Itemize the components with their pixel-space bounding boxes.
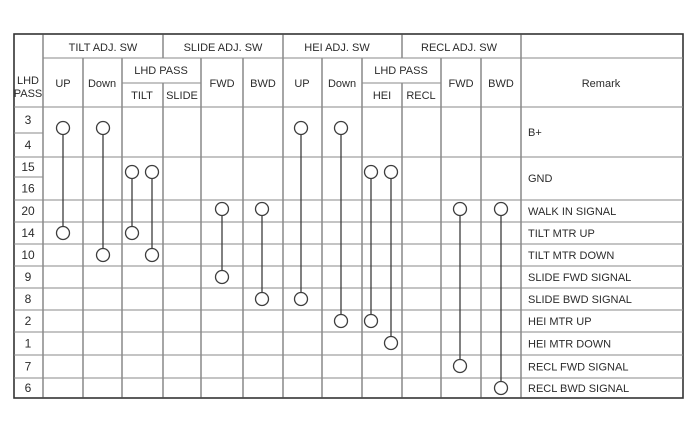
remark-walk-in-signal: WALK IN SIGNAL bbox=[528, 206, 617, 218]
remark-tilt-mtr-down: TILT MTR DOWN bbox=[528, 250, 615, 262]
section-header-slide: SLIDE ADJ. SW bbox=[183, 42, 263, 54]
section-header-hei: HEI ADJ. SW bbox=[304, 42, 370, 54]
remark-hei-mtr-up: HEI MTR UP bbox=[528, 316, 592, 328]
contact-circle-hei_up-pin-3/4 bbox=[295, 122, 308, 135]
contact-circle-recl_fwd-pin-7 bbox=[454, 360, 467, 373]
pin-10: 10 bbox=[21, 248, 35, 262]
subheader-recl-fwd: FWD bbox=[448, 78, 474, 90]
subheader-tilt-down: Down bbox=[87, 78, 117, 90]
pin-2: 2 bbox=[24, 314, 32, 328]
pin-1: 1 bbox=[24, 336, 32, 351]
subheader-slide-fwd: FWD bbox=[209, 78, 235, 90]
subheader-pass-tilt: TILT bbox=[131, 90, 153, 102]
section-header-tilt: TILT ADJ. SW bbox=[68, 42, 138, 54]
pin-4: 4 bbox=[24, 138, 32, 152]
remark-hei-mtr-down: HEI MTR DOWN bbox=[528, 338, 612, 351]
subheader-recl-bwd: BWD bbox=[488, 78, 514, 90]
contact-circle-pass_tilt-pin-14 bbox=[126, 227, 139, 240]
contact-circle-tilt_up-pin-14 bbox=[57, 227, 70, 240]
subheader-pass-slide: SLIDE bbox=[166, 90, 198, 102]
connections-layer bbox=[57, 122, 508, 395]
subheader-tilt-up: UP bbox=[55, 78, 71, 90]
contact-circle-tilt_down-pin-10 bbox=[97, 249, 110, 262]
subheader-remark: Remark bbox=[581, 78, 621, 90]
subheader-pass-hei: HEI bbox=[372, 90, 392, 102]
pin-3: 3 bbox=[24, 113, 32, 127]
contact-circle-recl_fwd-pin-20 bbox=[454, 203, 467, 216]
pin-16: 16 bbox=[21, 181, 35, 196]
remark-recl-bwd-signal: RECL BWD SIGNAL bbox=[528, 383, 630, 395]
pin-6: 6 bbox=[24, 381, 32, 395]
contact-circle-hei_down-pin-2 bbox=[335, 315, 348, 328]
contact-circle-recl_bwd-pin-6 bbox=[495, 382, 508, 395]
contact-circle-slide_fwd-pin-20 bbox=[216, 203, 229, 216]
pin-7: 7 bbox=[24, 359, 32, 374]
pin-column-header-line1: LHD bbox=[16, 75, 40, 87]
pin-8: 8 bbox=[24, 292, 32, 306]
contact-circle-pass_tilt-pin-15/16 bbox=[126, 166, 139, 179]
contact-circle-hei_up-pin-8 bbox=[295, 293, 308, 306]
header-labels bbox=[14, 42, 621, 102]
pin-column-header-line2: PASS bbox=[13, 88, 43, 100]
contact-circle-pass_hei-pin-15/16 bbox=[365, 166, 378, 179]
remark-recl-fwd-signal: RECL FWD SIGNAL bbox=[528, 361, 629, 374]
contact-circle-slide_bwd-pin-8 bbox=[256, 293, 269, 306]
contact-circle-pass_slide-pin-15/16 bbox=[146, 166, 159, 179]
contact-circle-pass_recl-pin-1 bbox=[385, 337, 398, 350]
contact-circle-pass_slide-pin-10 bbox=[146, 249, 159, 262]
pin-20: 20 bbox=[21, 204, 35, 218]
remark-gnd: GND bbox=[528, 173, 553, 185]
subheader-hei-down: Down bbox=[327, 78, 357, 90]
pin-numbers bbox=[21, 113, 35, 395]
contact-circle-tilt_down-pin-3/4 bbox=[97, 122, 110, 135]
remark-slide-fwd-signal: SLIDE FWD SIGNAL bbox=[528, 272, 632, 284]
section-header-recl: RECL ADJ. SW bbox=[421, 42, 497, 54]
remark-slide-bwd-signal: SLIDE BWD SIGNAL bbox=[528, 294, 632, 306]
pin-15: 15 bbox=[21, 160, 35, 174]
contact-circle-hei_down-pin-3/4 bbox=[335, 122, 348, 135]
subheader-hei-up: UP bbox=[294, 78, 310, 90]
contact-circle-pass_recl-pin-15/16 bbox=[385, 166, 398, 179]
grid-horizontal-lines bbox=[14, 58, 683, 378]
pin-14: 14 bbox=[21, 226, 35, 240]
remark-b-plus: B+ bbox=[528, 127, 542, 139]
subheader-lhd-pass-2: LHD PASS bbox=[374, 65, 428, 77]
contact-circle-pass_hei-pin-2 bbox=[365, 315, 378, 328]
contact-circle-tilt_up-pin-3/4 bbox=[57, 122, 70, 135]
subheader-slide-bwd: BWD bbox=[250, 78, 276, 90]
contact-circle-slide_bwd-pin-20 bbox=[256, 203, 269, 216]
pin-9: 9 bbox=[24, 270, 32, 284]
subheader-lhd-pass-1: LHD PASS bbox=[134, 65, 188, 77]
contact-circle-recl_bwd-pin-20 bbox=[495, 203, 508, 216]
subheader-pass-recl: RECL bbox=[406, 90, 436, 102]
contact-circle-slide_fwd-pin-9 bbox=[216, 271, 229, 284]
remark-tilt-mtr-up: TILT MTR UP bbox=[528, 228, 595, 240]
